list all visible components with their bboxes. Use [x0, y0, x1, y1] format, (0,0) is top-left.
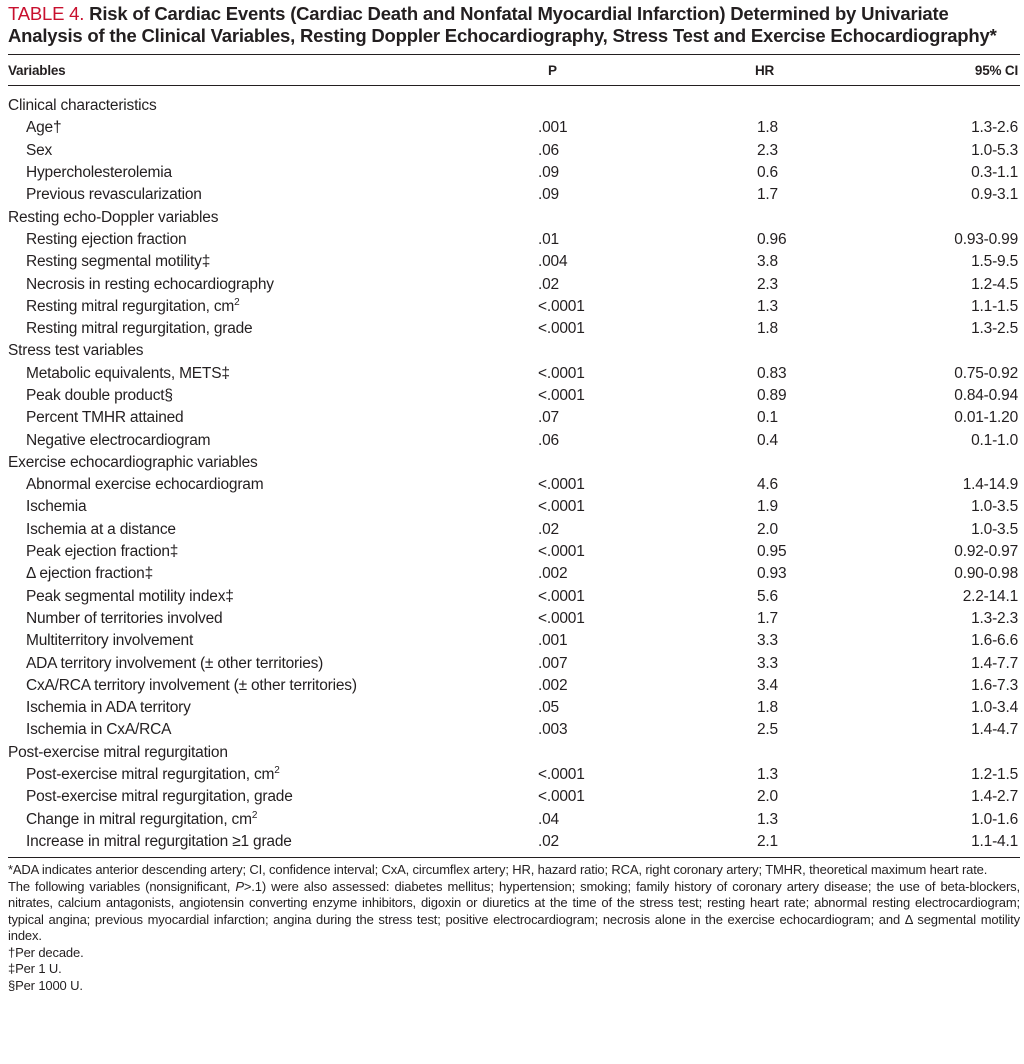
table-caption: Risk of Cardiac Events (Cardiac Death and Nonfatal Myocardial Infarction) Determined by Univariate Analysis of the Clinical Variables, Resting Doppler Echocardiography, Stress Test and Exercise Echocardiography*: [8, 3, 997, 46]
footnote-nonsig-prefix: The following variables (nonsignificant,: [8, 878, 236, 894]
cell-ci: 1.0-1.6: [971, 810, 1018, 828]
cell-hr: 0.4: [757, 431, 778, 449]
footnote-dagger: †Per decade.: [8, 944, 84, 960]
table-row: [8, 296, 1020, 318]
footnotes: [8, 862, 1020, 994]
cell-hr: 3.3: [757, 632, 778, 650]
header-hr: HR: [755, 62, 775, 78]
table-row: [8, 385, 1020, 407]
table-row: [8, 407, 1020, 429]
cell-hr: 2.0: [757, 520, 778, 538]
table-spacer: [8, 86, 1020, 96]
cell-p: .07: [538, 409, 559, 427]
cell-p: <.0001: [538, 320, 585, 338]
table-row: [8, 273, 1020, 295]
footnote-nonsignificant: [8, 879, 1020, 945]
cell-ci: 1.4-14.9: [962, 476, 1018, 494]
cell-hr: 0.83: [757, 364, 787, 382]
cell-ci: 1.1-4.1: [971, 832, 1018, 850]
cell-variable: Multiterritory involvement: [26, 632, 194, 650]
footnote-section: §Per 1000 U.: [8, 977, 83, 993]
group-row: [8, 206, 1020, 228]
table-row: [8, 140, 1020, 162]
cell-ci: 0.3-1.1: [971, 164, 1018, 182]
squared-superscript: 2: [234, 296, 240, 308]
table-row: [8, 541, 1020, 563]
cell-ci: 0.92-0.97: [954, 543, 1018, 561]
footnote-abbreviations: *ADA indicates anterior descending artery; CI, confidence interval; CxA, circumflex artery; HR, hazard ratio; RCA, right coronary artery; TMHR, theoretical maximum heart rate.: [8, 862, 988, 878]
table-row: [8, 474, 1020, 496]
header-p: P: [548, 62, 557, 78]
table-row: [8, 630, 1020, 652]
cell-p: <.0001: [538, 543, 585, 561]
squared-superscript: 2: [274, 764, 280, 776]
table-row: [8, 697, 1020, 719]
cell-ci: 0.90-0.98: [954, 565, 1018, 583]
table-row: [8, 496, 1020, 518]
cell-p: <.0001: [538, 387, 585, 404]
cell-ci: 0.75-0.92: [954, 364, 1018, 382]
cell-variable: Peak double product§: [26, 387, 173, 404]
cell-variable: Resting ejection fraction: [26, 230, 187, 248]
cell-hr: 1.7: [757, 186, 778, 204]
cell-p: .003: [538, 721, 568, 739]
cell-hr: 1.3: [757, 297, 778, 315]
table-row: [8, 831, 1020, 853]
results-table: [8, 55, 1020, 857]
cell-p: <.0001: [538, 476, 585, 494]
cell-p: .01: [538, 230, 559, 248]
cell-hr: 2.3: [757, 275, 778, 293]
cell-p: <.0001: [538, 498, 585, 516]
table-row: [8, 429, 1020, 451]
table-row: [8, 764, 1020, 786]
cell-hr: 0.93: [757, 565, 787, 583]
group-heading: Clinical characteristics: [8, 97, 157, 115]
table-row: [8, 563, 1020, 585]
cell-variable: Ischemia: [26, 498, 87, 516]
table-row: [8, 608, 1020, 630]
footnote-nonsig-p: P: [235, 878, 244, 894]
cell-ci: 1.0-3.4: [971, 699, 1018, 717]
cell-variable: Resting mitral regurgitation, $cm^2$: [26, 296, 240, 315]
cell-ci: 1.6-7.3: [971, 676, 1018, 694]
table-body: [8, 86, 1020, 858]
table-row: [8, 363, 1020, 385]
cell-hr: 1.3: [757, 766, 778, 784]
cell-p: .06: [538, 141, 559, 159]
cell-p: <.0001: [538, 297, 585, 315]
cell-p: .02: [538, 832, 559, 850]
cell-ci: 1.0-3.5: [971, 520, 1018, 538]
cell-variable: Post-exercise mitral regurgitation, $cm^2$: [26, 764, 280, 784]
cell-ci: 1.2-4.5: [971, 275, 1018, 293]
table-row: [8, 586, 1020, 608]
group-heading: Exercise echocardiographic variables: [8, 453, 258, 471]
cell-ci: 0.1-1.0: [971, 431, 1018, 449]
table-label: TABLE 4.: [8, 3, 85, 24]
cell-hr: 5.6: [757, 587, 778, 605]
cell-hr: 3.3: [757, 654, 778, 672]
cell-hr: 2.1: [757, 832, 778, 850]
cell-variable: Percent TMHR attained: [26, 409, 184, 427]
table-row: [8, 719, 1020, 741]
cell-ci: 0.9-3.1: [971, 186, 1018, 204]
cell-variable: Increase in mitral regurgitation ≥1 grade: [26, 832, 292, 850]
cell-p: <.0001: [538, 766, 585, 784]
cell-p: .09: [538, 186, 559, 204]
cell-p: .02: [538, 275, 559, 293]
cell-p: .04: [538, 810, 559, 828]
cell-hr: 0.1: [757, 409, 778, 427]
cell-p: <.0001: [538, 609, 585, 627]
table-row: [8, 117, 1020, 139]
table-row: [8, 318, 1020, 340]
cell-variable: Age†: [26, 119, 62, 137]
cell-ci: 1.0-5.3: [971, 141, 1018, 159]
cell-hr: 2.3: [757, 141, 778, 159]
cell-ci: 1.4-4.7: [971, 721, 1018, 739]
table-row: [8, 675, 1020, 697]
cell-variable: CxA/RCA territory involvement (± other territories): [26, 676, 357, 694]
table-row: [8, 809, 1020, 831]
cell-variable: Peak ejection fraction‡: [26, 543, 179, 561]
cell-hr: 0.95: [757, 543, 787, 561]
header-variables: Variables: [8, 62, 66, 78]
cell-hr: 2.0: [757, 788, 778, 806]
cell-ci: 1.3-2.5: [971, 320, 1018, 338]
cell-ci: 1.3-2.3: [971, 609, 1018, 627]
cell-hr: 4.6: [757, 476, 778, 494]
table-row: [8, 229, 1020, 251]
cell-hr: 1.8: [757, 699, 778, 717]
group-row: [8, 340, 1020, 362]
cell-variable: Ischemia in ADA territory: [26, 699, 191, 717]
cell-ci: 1.2-1.5: [971, 766, 1018, 784]
cell-hr: 1.8: [757, 119, 778, 137]
cell-hr: 0.6: [757, 164, 778, 182]
cell-hr: 3.8: [757, 253, 778, 271]
table-row: [8, 786, 1020, 808]
group-heading: Post-exercise mitral regurgitation: [8, 743, 228, 761]
cell-p: .001: [538, 632, 568, 650]
cell-ci: 1.0-3.5: [971, 498, 1018, 516]
header-ci: 95% CI: [974, 62, 1018, 78]
cell-ci: 2.2-14.1: [962, 587, 1018, 605]
table-page: [8, 3, 1020, 994]
cell-p: .09: [538, 164, 559, 182]
cell-variable: Number of territories involved: [26, 609, 223, 627]
cell-ci: 0.01-1.20: [954, 409, 1018, 427]
cell-p: <.0001: [538, 587, 585, 605]
cell-variable: Resting mitral regurgitation, grade: [26, 320, 253, 338]
table-title: [8, 3, 1020, 47]
cell-ci: 0.93-0.99: [954, 230, 1018, 248]
group-row: [8, 452, 1020, 474]
cell-variable: Necrosis in resting echocardiography: [26, 275, 274, 293]
cell-p: .002: [538, 565, 568, 583]
cell-p: .05: [538, 699, 559, 717]
cell-ci: 1.4-7.7: [971, 654, 1018, 672]
cell-p: .002: [538, 676, 568, 694]
group-row: [8, 742, 1020, 764]
cell-ci: 1.3-2.6: [971, 119, 1018, 137]
cell-p: .06: [538, 431, 559, 449]
header-row: [8, 55, 1020, 86]
group-heading: Stress test variables: [8, 342, 144, 360]
table-row: [8, 162, 1020, 184]
bottom-rule: [8, 857, 1020, 858]
cell-p: .004: [538, 253, 568, 271]
table-row: [8, 184, 1020, 206]
cell-ci: 1.4-2.7: [971, 788, 1018, 806]
cell-ci: 1.6-6.6: [971, 632, 1018, 650]
footnote-nonsig-rest: >.1) were also assessed: diabetes mellitus; hypertension; smoking; family history of coronary artery disease; the use of beta-blockers, nitrates, calcium antagonists, angiotensin converting enzyme inhibitors, digoxin or diuretics at the time of the stress test; resting heart rate; abnormal resting electrocardiogram; typical angina; previous myocardial infarction; angina during the stress test; positive electrocardiogram; necrosis alone in the exercise echocardiogram; and Δ segmental motility index.: [8, 878, 1020, 944]
cell-p: .02: [538, 520, 559, 538]
table-row: [8, 652, 1020, 674]
cell-hr: 3.4: [757, 676, 778, 694]
cell-ci: 1.1-1.5: [971, 297, 1018, 315]
cell-hr: 0.96: [757, 230, 787, 248]
table-row: [8, 519, 1020, 541]
cell-p: <.0001: [538, 788, 585, 806]
cell-variable: Previous revascularization: [26, 186, 202, 204]
cell-variable: Peak segmental motility index‡: [26, 587, 234, 605]
cell-p: <.0001: [538, 364, 585, 382]
cell-variable: Resting segmental motility‡: [26, 253, 211, 271]
cell-variable: Metabolic equivalents, METS‡: [26, 364, 230, 382]
cell-variable: Negative electrocardiogram: [26, 431, 211, 449]
group-heading: Resting echo-Doppler variables: [8, 208, 219, 226]
cell-hr: 1.8: [757, 320, 778, 338]
cell-variable: Abnormal exercise echocardiogram: [26, 476, 264, 494]
cell-variable: Ischemia in CxA/RCA: [26, 721, 172, 739]
cell-p: .001: [538, 119, 568, 137]
cell-variable: Δ ejection fraction‡: [26, 565, 153, 583]
cell-variable: Hypercholesterolemia: [26, 164, 172, 182]
cell-variable: Ischemia at a distance: [26, 520, 176, 538]
cell-ci: 0.84-0.94: [954, 387, 1018, 404]
group-row: [8, 95, 1020, 117]
cell-variable: Post-exercise mitral regurgitation, grade: [26, 788, 293, 806]
cell-p: .007: [538, 654, 568, 672]
cell-variable: ADA territory involvement (± other territories): [26, 654, 324, 672]
cell-hr: 1.7: [757, 609, 778, 627]
cell-hr: 1.9: [757, 498, 778, 516]
cell-variable: Change in mitral regurgitation, $cm^2$: [26, 809, 258, 828]
squared-superscript: 2: [251, 809, 258, 821]
table-row: [8, 251, 1020, 273]
cell-hr: 1.3: [757, 810, 778, 828]
cell-ci: 1.5-9.5: [971, 253, 1018, 271]
cell-hr: 0.89: [757, 387, 787, 404]
footnote-double-dagger: ‡Per 1 U.: [8, 961, 62, 977]
cell-variable: Sex: [26, 141, 53, 159]
cell-hr: 2.5: [757, 721, 778, 739]
